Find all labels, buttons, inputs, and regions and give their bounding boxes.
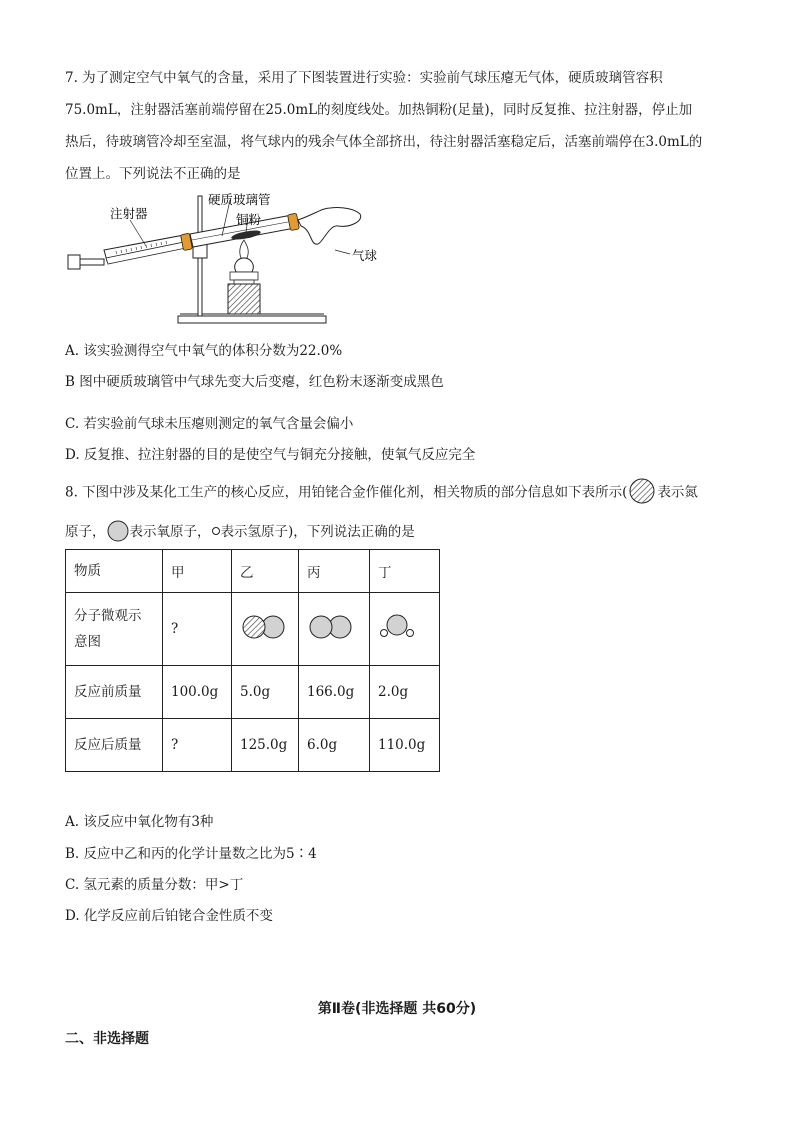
q8-stem-part-2: 表示氮 xyxy=(657,484,698,501)
header-substance: 物质 xyxy=(66,550,163,593)
hydrogen-atom-icon xyxy=(211,526,221,536)
q7-stem-line-1: 7. 为了测定空气中氧气的含量，采用了下图装置进行实验：实验前气球压瘪无气体，硬质玻璃管容积 xyxy=(65,70,663,86)
q7-option-d: D. 反复推、拉注射器的目的是使空气与铜充分接触，使氧气反应完全 xyxy=(65,447,476,463)
header-jia: 甲 xyxy=(163,550,232,593)
micro-bing xyxy=(299,593,370,666)
table-row xyxy=(66,719,440,772)
row-label-after: 反应后质量 xyxy=(66,719,163,772)
q8-stem-line-1 xyxy=(65,480,698,506)
table-row xyxy=(66,593,440,666)
before-jia: 100.0g xyxy=(163,666,232,719)
label-syringe: 注射器 xyxy=(110,206,148,221)
q8-option-b: B. 反应中乙和丙的化学计量数之比为5∶4 xyxy=(65,846,317,862)
q7-option-c: C. 若实验前气球未压瘪则测定的氧气含量会偏小 xyxy=(65,416,354,432)
micro-ding xyxy=(370,593,440,666)
q7-stem-line-4: 位置上。下列说法不正确的是 xyxy=(65,166,241,182)
q7-stem-line-2: 75.0mL，注射器活塞前端停留在25.0mL的刻度线处。加热铜粉(足量)，同时反复推、拉注射器，停止加 xyxy=(65,102,693,118)
stand-base xyxy=(178,316,326,323)
substance-table xyxy=(65,549,440,772)
section-title: 第Ⅱ卷(非选择题 共60分) xyxy=(317,1001,477,1017)
table-row xyxy=(66,550,440,593)
o2-molecule-icon xyxy=(307,614,355,640)
nitrogen-atom-icon xyxy=(627,478,657,504)
before-yi: 5.0g xyxy=(232,666,299,719)
q8-stem-part-1: 8. 下图中涉及某化工生产的核心反应，用铂铑合金作催化剂，相关物质的部分信息如下表所示( xyxy=(65,484,628,501)
q8-stem-part-3: 原子， xyxy=(65,524,106,540)
after-yi: 125.0g xyxy=(232,719,299,772)
header-ding: 丁 xyxy=(370,550,440,593)
micro-yi xyxy=(232,593,299,666)
header-yi: 乙 xyxy=(232,550,299,593)
after-jia: ? xyxy=(163,719,232,772)
after-ding: 110.0g xyxy=(370,719,440,772)
before-bing: 166.0g xyxy=(299,666,370,719)
syringe xyxy=(68,233,192,269)
balloon xyxy=(298,207,361,244)
label-copper: 铜粉 xyxy=(236,212,262,227)
q8-option-c: C. 氢元素的质量分数：甲>丁 xyxy=(65,877,244,893)
q8-stem-line-2 xyxy=(65,520,415,544)
q7-option-a: A. 该实验测得空气中氧气的体积分数为22.0% xyxy=(65,343,343,359)
row-label-before: 反应前质量 xyxy=(66,666,163,719)
q8-option-a: A. 该反应中氧化物有3种 xyxy=(65,814,214,830)
oxygen-atom-icon xyxy=(106,520,130,542)
label-tube: 硬质玻璃管 xyxy=(208,192,271,207)
q8-stem-part-5: 表示氢原子)，下列说法正确的是 xyxy=(220,524,415,540)
after-bing: 6.0g xyxy=(299,719,370,772)
row-label-micro xyxy=(66,593,163,666)
apparatus-figure xyxy=(60,188,400,328)
table-row xyxy=(66,666,440,719)
header-bing: 丙 xyxy=(299,550,370,593)
before-ding: 2.0g xyxy=(370,666,440,719)
wood-block xyxy=(228,284,260,314)
no-molecule-icon xyxy=(240,614,288,640)
q8-option-d: D. 化学反应前后铂铑合金性质不变 xyxy=(65,908,273,924)
section-subtitle: 二、非选择题 xyxy=(65,1031,149,1047)
label-balloon: 气球 xyxy=(352,248,378,263)
h2o-molecule-icon xyxy=(378,614,418,640)
q7-option-b: B 图中硬质玻璃管中气球先变大后变瘪，红色粉末逐渐变成黑色 xyxy=(65,374,444,390)
q8-stem-part-4: 表示氧原子， xyxy=(129,524,211,540)
row-label-micro-text: 分子微观示意图 xyxy=(74,608,142,650)
micro-jia: ? xyxy=(163,593,232,666)
q7-stem-line-3: 热后，待玻璃管冷却至室温，将气球内的残余气体全部挤出，待注射器活塞稳定后，活塞前端停在3.0mL的 xyxy=(65,134,703,150)
alcohol-lamp xyxy=(230,240,258,284)
